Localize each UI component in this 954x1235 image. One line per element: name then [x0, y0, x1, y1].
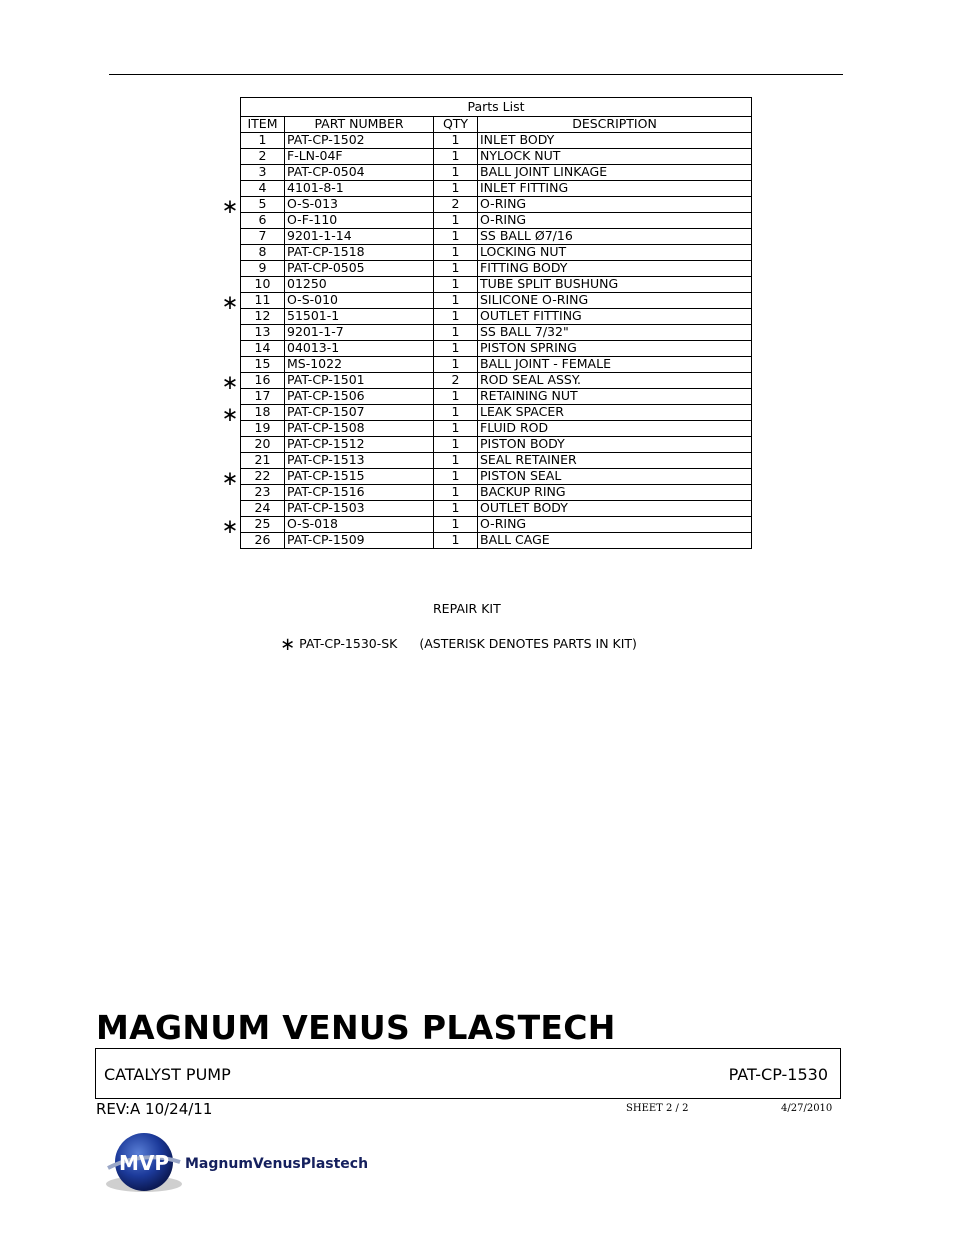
item-number-cell: 18 — [241, 405, 285, 421]
table-row — [241, 453, 752, 469]
table-row — [241, 389, 752, 405]
table-row — [241, 341, 752, 357]
item-number-cell: 14 — [241, 341, 285, 357]
quantity-cell: 1 — [434, 229, 478, 245]
description-cell: BALL CAGE — [478, 533, 752, 549]
quantity-cell: 1 — [434, 309, 478, 325]
quantity-cell: 2 — [434, 373, 478, 389]
item-number-cell: 5 — [241, 197, 285, 213]
quantity-cell: 1 — [434, 533, 478, 549]
quantity-cell: 1 — [434, 469, 478, 485]
part-number-cell: PAT-CP-1506 — [285, 389, 434, 405]
item-number-cell: 26 — [241, 533, 285, 549]
quantity-cell: 1 — [434, 261, 478, 277]
description-cell: FITTING BODY — [478, 261, 752, 277]
part-number-cell: F-LN-04F — [285, 149, 434, 165]
part-number-cell: 4101-8-1 — [285, 181, 434, 197]
item-number-cell: 22 — [241, 469, 285, 485]
kit-asterisk-icon: ∗ — [221, 401, 239, 426]
title-block — [95, 1048, 841, 1099]
part-number-cell: PAT-CP-1502 — [285, 133, 434, 149]
drawing-description: CATALYST PUMP — [104, 1065, 231, 1084]
quantity-cell: 1 — [434, 453, 478, 469]
table-row — [241, 261, 752, 277]
parts-list-body — [241, 133, 752, 549]
table-row — [241, 533, 752, 549]
table-row — [241, 213, 752, 229]
quantity-cell: 1 — [434, 133, 478, 149]
item-number-cell: 6 — [241, 213, 285, 229]
header-item: ITEM — [241, 117, 285, 133]
description-cell: INLET BODY — [478, 133, 752, 149]
part-number-cell: O-F-110 — [285, 213, 434, 229]
quantity-cell: 1 — [434, 341, 478, 357]
part-number-cell: PAT-CP-1501 — [285, 373, 434, 389]
description-cell: O-RING — [478, 517, 752, 533]
item-number-cell: 17 — [241, 389, 285, 405]
table-row — [241, 197, 752, 213]
repair-kit-part-number: PAT-CP-1530-SK — [299, 636, 398, 651]
description-cell: NYLOCK NUT — [478, 149, 752, 165]
mvp-logo — [102, 1132, 402, 1196]
table-row — [241, 133, 752, 149]
part-number-cell: MS-1022 — [285, 357, 434, 373]
quantity-cell: 1 — [434, 277, 478, 293]
part-number-cell: PAT-CP-1513 — [285, 453, 434, 469]
header-qty: QTY — [434, 117, 478, 133]
part-number-cell: PAT-CP-0505 — [285, 261, 434, 277]
parts-list-table — [240, 97, 752, 549]
part-number-cell: 9201-1-14 — [285, 229, 434, 245]
item-number-cell: 11 — [241, 293, 285, 309]
repair-kit-note: (ASTERISK DENOTES PARTS IN KIT) — [419, 636, 637, 651]
quantity-cell: 1 — [434, 501, 478, 517]
description-cell: LEAK SPACER — [478, 405, 752, 421]
description-cell: O-RING — [478, 197, 752, 213]
part-number-cell: O-S-018 — [285, 517, 434, 533]
item-number-cell: 10 — [241, 277, 285, 293]
drawing-part-number: PAT-CP-1530 — [728, 1065, 828, 1084]
quantity-cell: 1 — [434, 389, 478, 405]
part-number-cell: PAT-CP-1515 — [285, 469, 434, 485]
part-number-cell: PAT-CP-0504 — [285, 165, 434, 181]
quantity-cell: 1 — [434, 421, 478, 437]
repair-kit-title: REPAIR KIT — [433, 601, 501, 616]
parts-list-title: Parts List — [241, 98, 752, 117]
quantity-cell: 1 — [434, 293, 478, 309]
description-cell: O-RING — [478, 213, 752, 229]
description-cell: SS BALL 7/32" — [478, 325, 752, 341]
table-row — [241, 149, 752, 165]
sheet-number: SHEET 2 / 2 — [626, 1103, 689, 1114]
description-cell: OUTLET BODY — [478, 501, 752, 517]
mvp-globe-icon — [102, 1132, 182, 1196]
part-number-cell: 04013-1 — [285, 341, 434, 357]
quantity-cell: 1 — [434, 213, 478, 229]
asterisk-icon: ∗ — [280, 634, 296, 655]
item-number-cell: 1 — [241, 133, 285, 149]
description-cell: BACKUP RING — [478, 485, 752, 501]
table-row — [241, 421, 752, 437]
repair-kit-line — [280, 634, 637, 655]
kit-asterisk-icon: ∗ — [221, 193, 239, 218]
description-cell: INLET FITTING — [478, 181, 752, 197]
quantity-cell: 1 — [434, 149, 478, 165]
description-cell: ROD SEAL ASSY. — [478, 373, 752, 389]
description-cell: RETAINING NUT — [478, 389, 752, 405]
part-number-cell: O-S-010 — [285, 293, 434, 309]
quantity-cell: 1 — [434, 181, 478, 197]
item-number-cell: 24 — [241, 501, 285, 517]
description-cell: OUTLET FITTING — [478, 309, 752, 325]
kit-asterisk-icon: ∗ — [221, 513, 239, 538]
part-number-cell: PAT-CP-1518 — [285, 245, 434, 261]
description-cell: LOCKING NUT — [478, 245, 752, 261]
table-row — [241, 309, 752, 325]
item-number-cell: 23 — [241, 485, 285, 501]
table-row — [241, 357, 752, 373]
description-cell: TUBE SPLIT BUSHUNG — [478, 277, 752, 293]
item-number-cell: 4 — [241, 181, 285, 197]
part-number-cell: 01250 — [285, 277, 434, 293]
kit-asterisk-icon: ∗ — [221, 289, 239, 314]
item-number-cell: 21 — [241, 453, 285, 469]
part-number-cell: PAT-CP-1509 — [285, 533, 434, 549]
table-row — [241, 469, 752, 485]
part-number-cell: 9201-1-7 — [285, 325, 434, 341]
part-number-cell: PAT-CP-1512 — [285, 437, 434, 453]
table-row — [241, 517, 752, 533]
drawing-date: 4/27/2010 — [781, 1103, 833, 1114]
item-number-cell: 2 — [241, 149, 285, 165]
description-cell: BALL JOINT - FEMALE — [478, 357, 752, 373]
table-row — [241, 405, 752, 421]
description-cell: SS BALL Ø7/16 — [478, 229, 752, 245]
header-part-number: PART NUMBER — [285, 117, 434, 133]
company-name: MAGNUM VENUS PLASTECH — [96, 1008, 616, 1047]
item-number-cell: 15 — [241, 357, 285, 373]
item-number-cell: 20 — [241, 437, 285, 453]
description-cell: FLUID ROD — [478, 421, 752, 437]
logo-wordmark: MagnumVenusPlastech — [185, 1156, 369, 1172]
quantity-cell: 1 — [434, 357, 478, 373]
part-number-cell: O-S-013 — [285, 197, 434, 213]
quantity-cell: 1 — [434, 437, 478, 453]
description-cell: SEAL RETAINER — [478, 453, 752, 469]
table-row — [241, 229, 752, 245]
table-row — [241, 277, 752, 293]
part-number-cell: PAT-CP-1508 — [285, 421, 434, 437]
header-description: DESCRIPTION — [478, 117, 752, 133]
quantity-cell: 1 — [434, 245, 478, 261]
description-cell: PISTON BODY — [478, 437, 752, 453]
item-number-cell: 13 — [241, 325, 285, 341]
part-number-cell: 51501-1 — [285, 309, 434, 325]
item-number-cell: 16 — [241, 373, 285, 389]
item-number-cell: 19 — [241, 421, 285, 437]
item-number-cell: 9 — [241, 261, 285, 277]
quantity-cell: 1 — [434, 485, 478, 501]
table-row — [241, 437, 752, 453]
kit-asterisk-icon: ∗ — [221, 465, 239, 490]
table-row — [241, 245, 752, 261]
item-number-cell: 7 — [241, 229, 285, 245]
table-row — [241, 325, 752, 341]
quantity-cell: 1 — [434, 517, 478, 533]
part-number-cell: PAT-CP-1503 — [285, 501, 434, 517]
table-row — [241, 165, 752, 181]
part-number-cell: PAT-CP-1516 — [285, 485, 434, 501]
part-number-cell: PAT-CP-1507 — [285, 405, 434, 421]
item-number-cell: 12 — [241, 309, 285, 325]
quantity-cell: 1 — [434, 165, 478, 181]
table-row — [241, 501, 752, 517]
mvp-badge-text: MVP — [118, 1151, 170, 1175]
quantity-cell: 1 — [434, 325, 478, 341]
revision: REV:A 10/24/11 — [96, 1100, 213, 1118]
table-row — [241, 181, 752, 197]
table-row — [241, 293, 752, 309]
item-number-cell: 3 — [241, 165, 285, 181]
table-row — [241, 485, 752, 501]
quantity-cell: 1 — [434, 405, 478, 421]
kit-asterisk-icon: ∗ — [221, 369, 239, 394]
item-number-cell: 25 — [241, 517, 285, 533]
quantity-cell: 2 — [434, 197, 478, 213]
description-cell: PISTON SPRING — [478, 341, 752, 357]
item-number-cell: 8 — [241, 245, 285, 261]
table-row — [241, 373, 752, 389]
description-cell: BALL JOINT LINKAGE — [478, 165, 752, 181]
description-cell: PISTON SEAL — [478, 469, 752, 485]
description-cell: SILICONE O-RING — [478, 293, 752, 309]
top-rule — [109, 74, 843, 75]
